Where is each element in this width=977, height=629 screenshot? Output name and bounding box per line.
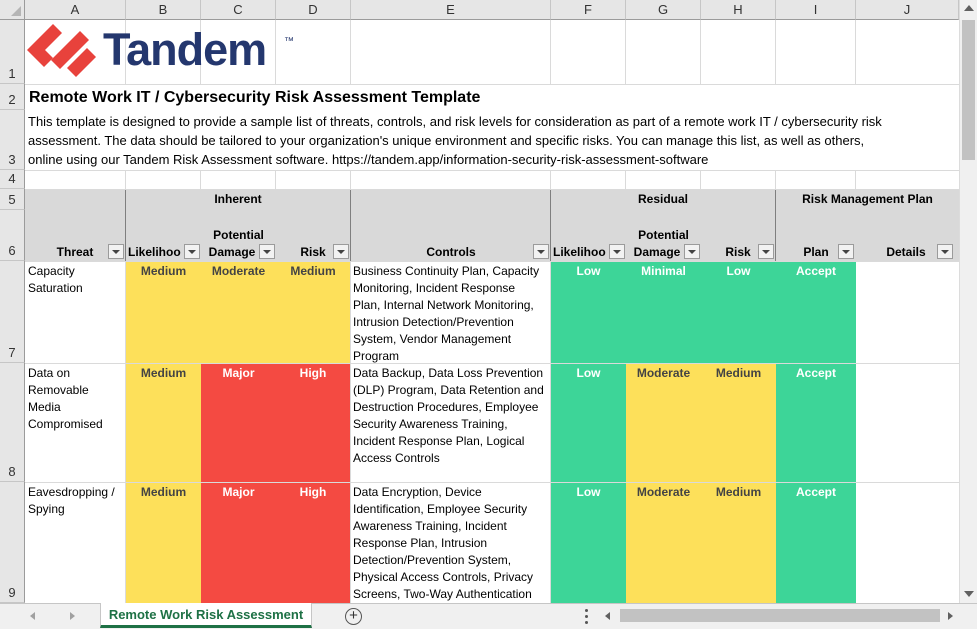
controls-text: Program [353,349,400,363]
controls-cell[interactable] [350,484,550,602]
add-sheet-icon[interactable]: + [345,608,362,625]
threat-text: Saturation [28,281,83,295]
filter-dropdown-residual-risk[interactable] [758,244,774,259]
column-header-b[interactable]: B [126,0,201,20]
column-header-f[interactable]: F [551,0,626,20]
threat-text: Removable [28,383,89,397]
filter-dropdown-controls[interactable] [533,244,549,259]
controls-text: Security Awareness Training, [353,417,508,431]
scroll-up-arrow-icon[interactable] [964,5,974,11]
sheet-tab-bar [0,603,977,629]
row-header-5[interactable]: 5 [0,189,25,210]
select-all-corner[interactable] [0,0,25,20]
filter-dropdown-residual-damage[interactable] [684,244,700,259]
residual-risk-cell[interactable]: Low [726,264,751,278]
filter-dropdown-inherent-damage[interactable] [259,244,275,259]
residual-risk-cell[interactable]: Medium [715,485,762,499]
col-label-residual-potential: Potential [638,228,689,242]
controls-text: Response Plan, Intrusion [353,536,488,550]
threat-cell[interactable] [25,484,125,518]
controls-text: Awareness Training, Incident [353,519,507,533]
scroll-right-arrow-icon[interactable] [948,612,953,620]
filter-dropdown-threat[interactable] [108,244,124,259]
threat-text: Capacity [28,264,75,278]
residual-damage-cell[interactable]: Moderate [636,485,691,499]
column-header-d[interactable]: D [276,0,351,20]
row-header-2[interactable]: 2 [0,84,25,110]
description-line: assessment. The data should be tailored to your organization's unique environment and specific risks. You can manage this list, as well as others, [28,133,865,148]
row-header-4[interactable]: 4 [0,170,25,189]
col-label-inherent-likelihood: Likelihoo [128,245,181,259]
more-options-icon[interactable] [585,609,588,624]
controls-text: Data Encryption, Device [353,485,482,499]
trademark-symbol: ™ [284,36,294,47]
plan-cell[interactable]: Accept [795,485,836,499]
inherent-likelihood-cell[interactable]: Medium [140,264,187,278]
sheet-tab-active[interactable]: Remote Work Risk Assessment [100,603,312,628]
tab-scroll-right-icon[interactable] [70,612,75,620]
group-header-residual: Residual [637,192,688,206]
controls-text: Destruction Procedures, Employee [353,400,539,414]
controls-text: Intrusion Detection/Prevention [353,315,514,329]
column-header-i[interactable]: I [776,0,856,20]
horizontal-scroll-thumb[interactable] [620,609,940,622]
threat-text: Data on [28,366,71,380]
controls-text: Access Controls [353,451,440,465]
row-header-9[interactable]: 9 [0,482,25,603]
residual-likelihood-cell[interactable]: Low [576,485,601,499]
col-label-details: Details [886,245,926,259]
controls-text: Monitoring, Incident Response [353,281,516,295]
description-line: This template is designed to provide a sample list of threats, controls, and risk levels for consideration as part of a remote work IT / cybersecurity risk [28,114,882,129]
description-line: online using our Tandem Risk Assessment software. https://tandem.app/information-security-risk-assessment-software [28,152,709,167]
controls-cell[interactable] [350,365,550,467]
col-label-inherent-potential: Potential [213,228,264,242]
column-header-h[interactable]: H [701,0,776,20]
inherent-damage-cell[interactable]: Moderate [211,264,266,278]
inherent-risk-cell[interactable]: Medium [290,264,336,278]
filter-dropdown-inherent-risk[interactable] [333,244,349,259]
inherent-damage-cell[interactable]: Major [222,366,255,380]
column-header-e[interactable]: E [351,0,551,20]
threat-text: Eavesdropping / [28,485,115,499]
controls-text: Incident Response Plan, Logical [353,434,525,448]
controls-text: System, Vendor Management [353,332,512,346]
controls-text: Data Backup, Data Loss Prevention [353,366,544,380]
scroll-left-arrow-icon[interactable] [605,612,610,620]
column-header-j[interactable]: J [856,0,959,20]
controls-text: Detection/Prevention System, [353,553,512,567]
inherent-damage-cell[interactable]: Major [222,485,255,499]
inherent-risk-cell[interactable]: High [299,366,327,380]
sheet-description[interactable] [28,112,958,169]
threat-cell[interactable] [25,263,125,297]
col-label-threat: Threat [56,245,94,259]
controls-text: Physical Access Controls, Privacy [353,570,534,584]
tab-scroll-left-icon[interactable] [30,612,35,620]
row-header-6[interactable]: 6 [0,210,25,261]
group-header-inherent: Inherent [214,192,262,206]
residual-risk-cell[interactable]: Medium [715,366,762,380]
filter-dropdown-inherent-likelihood[interactable] [184,244,200,259]
row-header-7[interactable]: 7 [0,261,25,363]
controls-text: Identification, Employee Security [353,502,528,516]
col-label-residual-likelihood: Likelihoo [553,245,606,259]
plan-cell[interactable]: Accept [795,366,836,380]
controls-cell[interactable] [350,263,550,365]
col-label-plan: Plan [803,245,829,259]
inherent-likelihood-cell[interactable]: Medium [140,485,187,499]
col-label-inherent-damage: Damage [208,245,256,259]
residual-likelihood-cell[interactable]: Low [576,264,601,278]
vertical-scroll-thumb[interactable] [962,20,975,160]
sheet-title[interactable]: Remote Work IT / Cybersecurity Risk Assessment Template [29,89,481,106]
plan-cell[interactable]: Accept [795,264,836,278]
column-header-a[interactable]: A [25,0,126,20]
controls-text: (DLP) Program, Data Retention and [353,383,544,397]
controls-text: Business Continuity Plan, Capacity [353,264,540,278]
column-header-g[interactable]: G [626,0,701,20]
group-header-plan: Risk Management Plan [802,192,933,206]
filter-dropdown-details[interactable] [937,244,953,259]
row-header-1[interactable]: 1 [0,20,25,84]
row-header-3[interactable]: 3 [0,110,25,170]
threat-text: Compromised [28,417,103,431]
filter-dropdown-residual-likelihood[interactable] [609,244,625,259]
residual-damage-cell[interactable]: Minimal [641,264,686,278]
scroll-down-arrow-icon[interactable] [964,591,974,597]
threat-cell[interactable] [25,365,125,433]
residual-likelihood-cell[interactable]: Low [576,366,601,380]
horizontal-scrollbar[interactable] [600,607,958,625]
col-label-controls: Controls [426,245,476,259]
controls-text: Plan, Internal Network Monitoring, [353,298,534,312]
col-label-residual-risk: Risk [725,245,751,259]
row-header-8[interactable]: 8 [0,363,25,482]
threat-text: Spying [28,502,65,516]
inherent-likelihood-cell[interactable]: Medium [140,366,187,380]
filter-dropdown-plan[interactable] [838,244,854,259]
tandem-logo-icon [27,22,97,80]
controls-text: Screens, Two-Way Authentication [353,587,532,601]
residual-damage-cell[interactable]: Moderate [636,366,691,380]
col-label-residual-damage: Damage [633,245,681,259]
tandem-logo [27,22,297,82]
threat-text: Media [28,400,61,414]
inherent-risk-cell[interactable]: High [299,485,327,499]
column-header-c[interactable]: C [201,0,276,20]
vertical-scrollbar[interactable] [959,0,977,603]
col-label-inherent-risk: Risk [300,245,326,259]
tandem-wordmark: Tandem [103,24,267,75]
